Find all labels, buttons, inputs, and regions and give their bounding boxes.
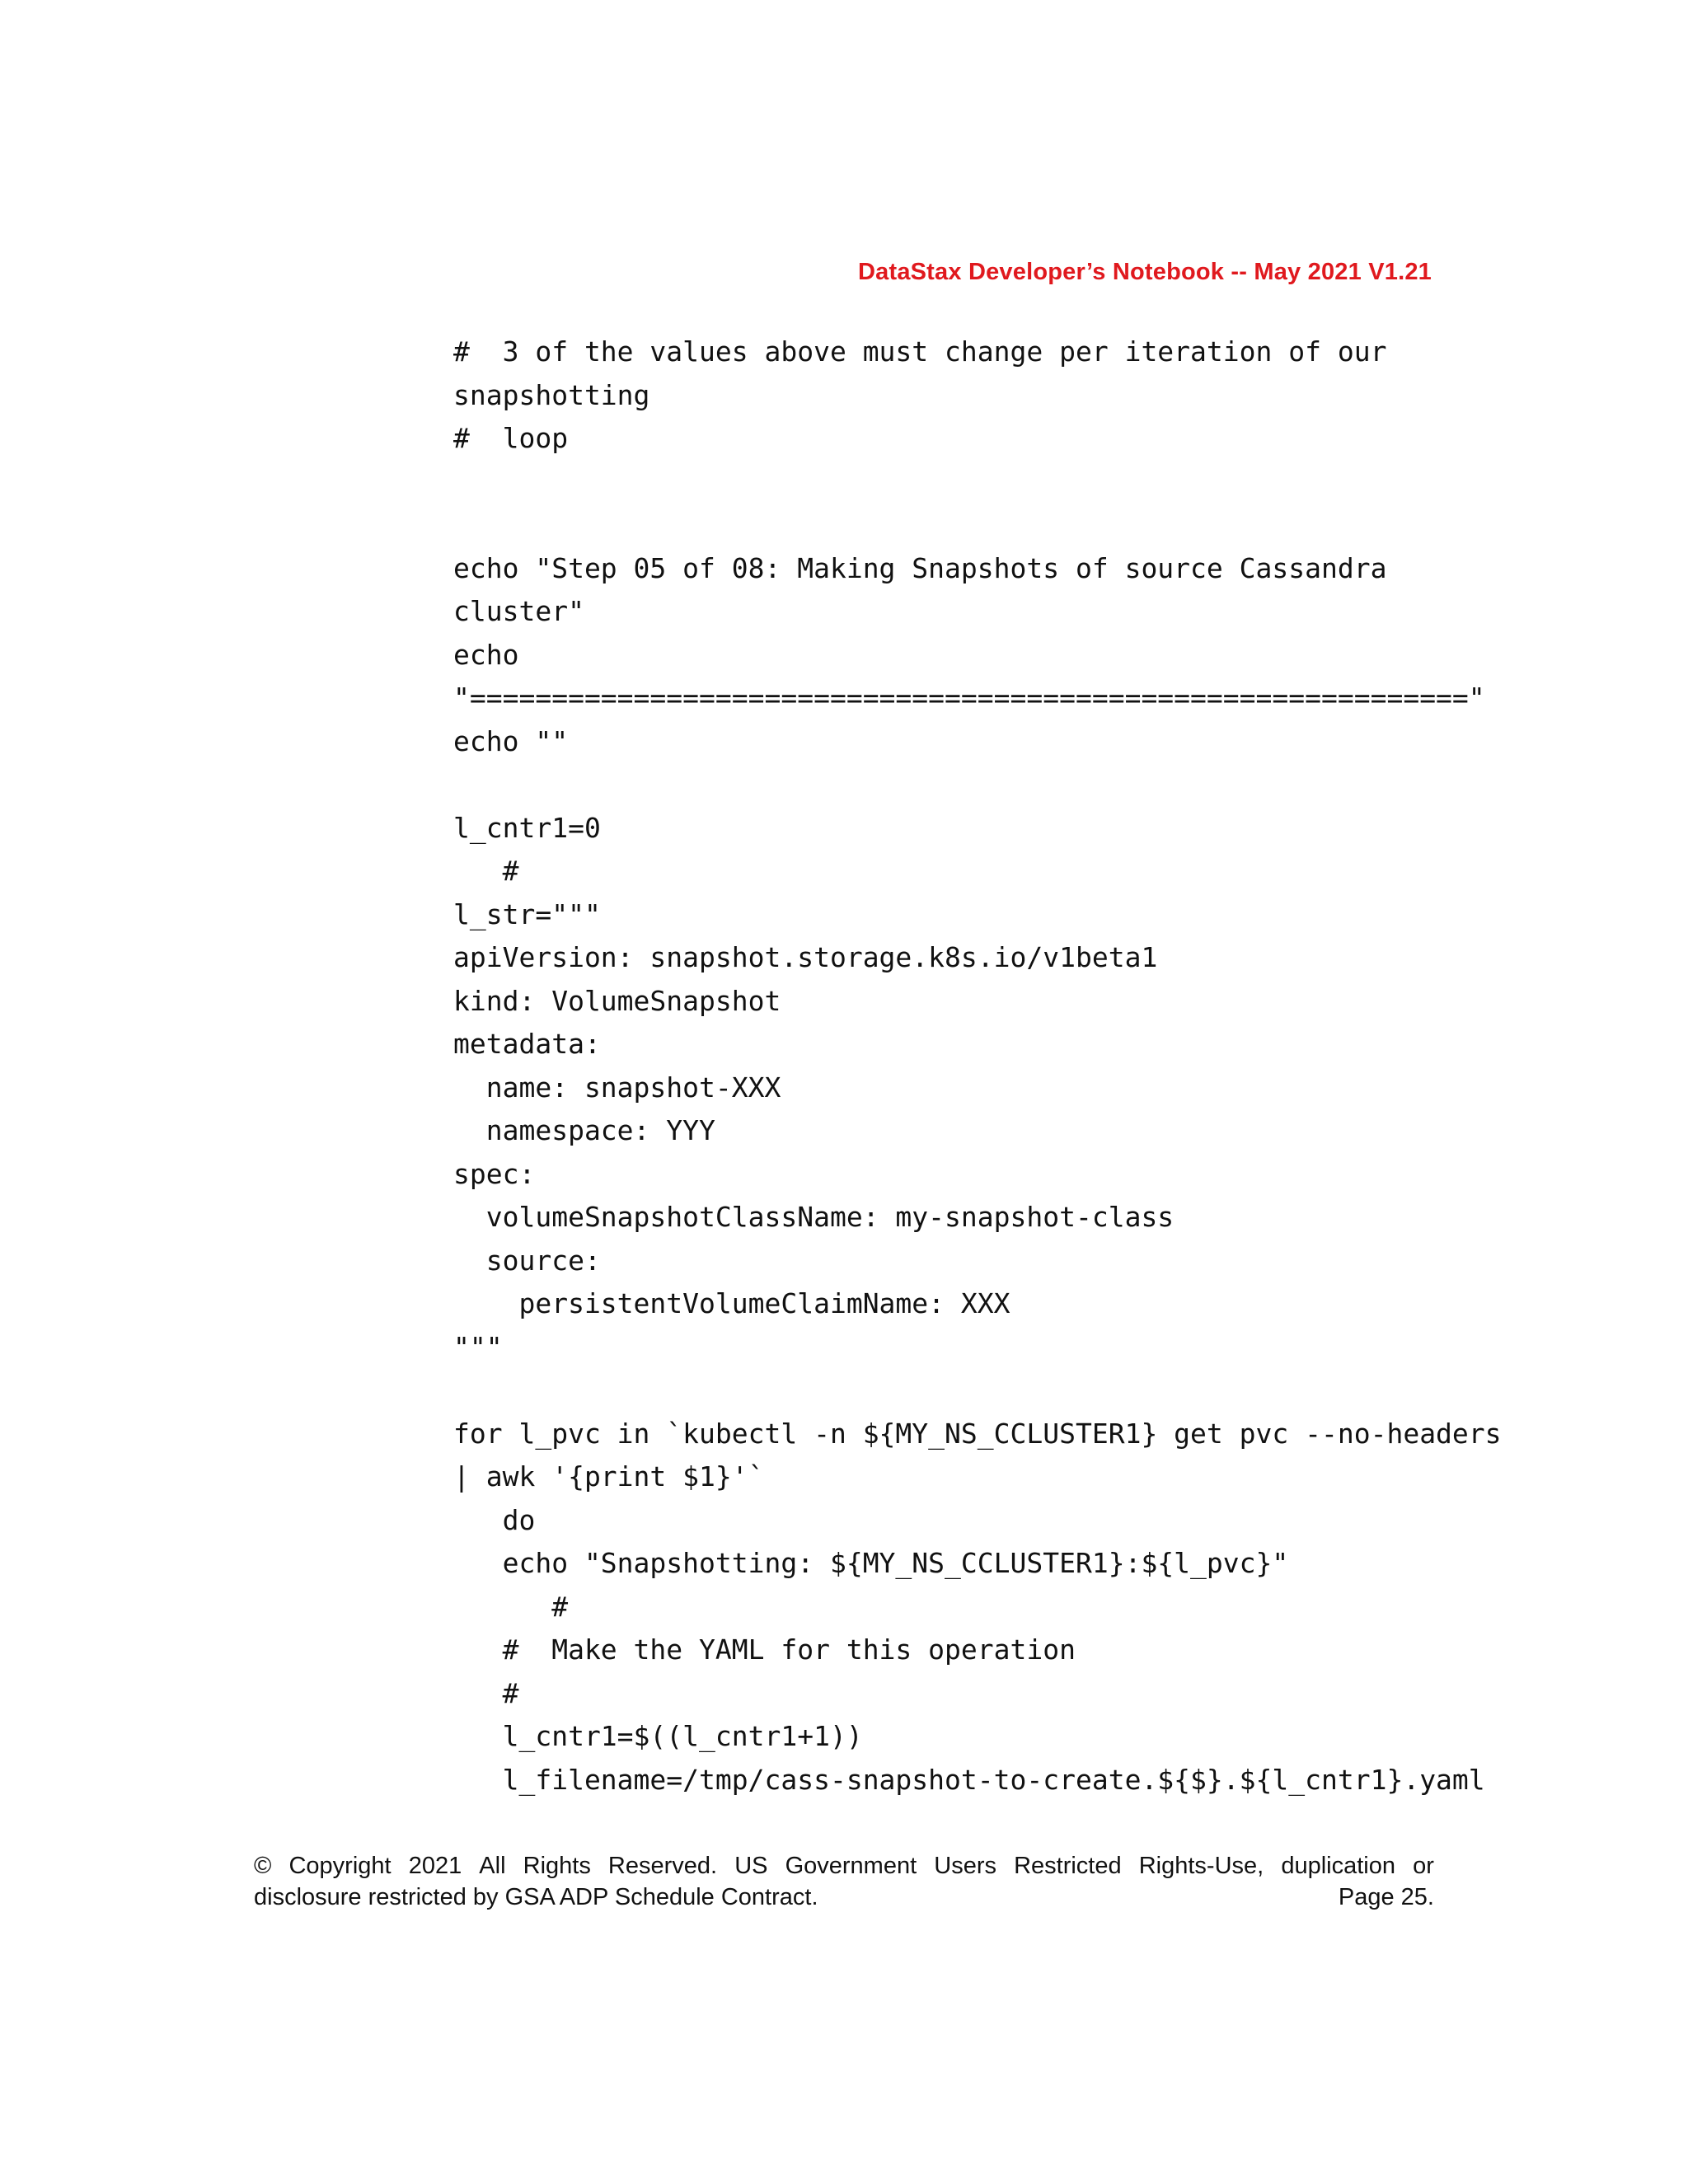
- footer-line-2: [254, 1882, 1434, 1913]
- code-line: echo "Snapshotting: ${MY_NS_CCLUSTER1}:${l_pvc}": [453, 1547, 1289, 1579]
- code-line: cluster": [453, 595, 584, 627]
- code-line: l_filename=/tmp/cass-snapshot-to-create.${$}.${l_cntr1}.yaml: [453, 1763, 1485, 1796]
- page-number: Page 25.: [1338, 1884, 1434, 1910]
- code-line: do: [453, 1503, 536, 1536]
- code-line: persistentVolumeClaimName: XXX: [453, 1287, 1010, 1319]
- code-line: kind: VolumeSnapshot: [453, 984, 781, 1017]
- code-line: """: [453, 1330, 503, 1363]
- code-line: [453, 504, 1502, 547]
- code-line: # Make the YAML for this operation: [453, 1633, 1076, 1666]
- code-line: l_str=""": [453, 898, 601, 930]
- page-header: DataStax Developer’s Notebook -- May 2021 V1.21: [857, 259, 1432, 285]
- code-line: name: snapshot-XXX: [453, 1071, 781, 1104]
- page-footer: [254, 1850, 1434, 1913]
- code-line: # 3 of the values above must change per iteration of our: [453, 335, 1387, 368]
- code-line: "=============================================================": [453, 682, 1485, 714]
- code-line: source:: [453, 1244, 601, 1277]
- copyright-line: [254, 1850, 1434, 1882]
- code-line: snapshotting: [453, 378, 650, 411]
- code-line: l_cntr1=0: [453, 811, 601, 844]
- copyright-word: duplication: [1281, 1853, 1395, 1879]
- copyright-word: Restricted: [1014, 1853, 1122, 1879]
- code-line: echo: [453, 638, 519, 671]
- copyright-word: Rights-Use,: [1138, 1853, 1264, 1879]
- code-line: #: [453, 1590, 569, 1623]
- code-line: [453, 763, 1502, 807]
- code-block: [453, 330, 1502, 1802]
- code-line: | awk '{print $1}'`: [453, 1460, 765, 1493]
- copyright-word: Rights: [523, 1853, 591, 1879]
- code-line: volumeSnapshotClassName: my-snapshot-class: [453, 1201, 1175, 1233]
- code-line: metadata:: [453, 1028, 601, 1060]
- restriction-text: disclosure restricted by GSA ADP Schedule Contract.: [254, 1884, 818, 1910]
- code-line: # loop: [453, 422, 569, 454]
- code-line: echo "": [453, 724, 569, 757]
- code-line: #: [453, 855, 519, 887]
- code-line: #: [453, 1676, 519, 1709]
- code-line: apiVersion: snapshot.storage.k8s.io/v1beta1: [453, 941, 1158, 973]
- copyright-word: Government: [785, 1853, 917, 1879]
- code-line: [453, 1369, 1502, 1413]
- copyright-word: or: [1413, 1853, 1434, 1879]
- copyright-word: Users: [934, 1853, 996, 1879]
- copyright-word: US: [734, 1853, 768, 1879]
- copyright-word: Reserved.: [607, 1853, 718, 1879]
- code-line: l_cntr1=$((l_cntr1+1)): [453, 1720, 863, 1752]
- copyright-word: Copyright: [288, 1853, 392, 1879]
- code-line: namespace: YYY: [453, 1114, 715, 1146]
- copyright-word: All: [479, 1853, 506, 1879]
- copyright-word: ©: [254, 1853, 272, 1879]
- code-line: spec:: [453, 1157, 536, 1190]
- code-line: for l_pvc in `kubectl -n ${MY_NS_CCLUSTER1} get pvc --no-headers: [453, 1417, 1502, 1450]
- copyright-word: 2021: [408, 1853, 462, 1879]
- code-line: [453, 461, 1502, 504]
- code-line: echo "Step 05 of 08: Making Snapshots of source Cassandra: [453, 551, 1387, 584]
